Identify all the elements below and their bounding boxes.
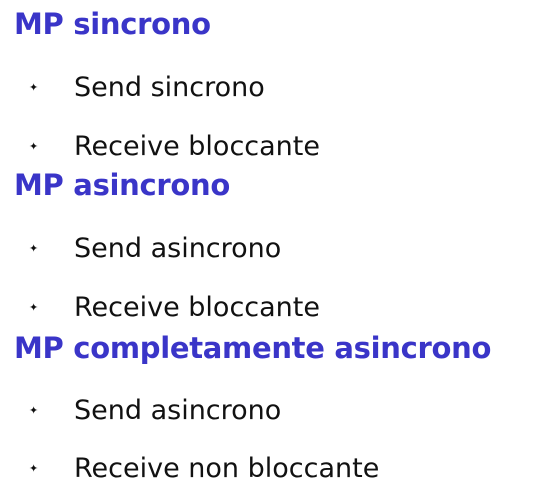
list-item-text: Send sincrono	[74, 71, 265, 103]
bullet-icon: ✦	[29, 80, 39, 94]
bullet-icon: ✦	[29, 461, 39, 475]
section-heading-asincrono: MP asincrono	[14, 168, 231, 202]
section-heading-completamente-asincrono: MP completamente asincrono	[14, 331, 492, 365]
section-heading-sincrono: MP sincrono	[14, 7, 211, 41]
list-item-text: Receive bloccante	[74, 291, 320, 323]
list-item-text: Send asincrono	[74, 394, 282, 426]
list-item-text: Receive bloccante	[74, 130, 320, 162]
list-item-text: Send asincrono	[74, 232, 282, 264]
bullet-icon: ✦	[29, 403, 39, 417]
list-item-text: Receive non bloccante	[74, 452, 380, 484]
bullet-icon: ✦	[29, 241, 39, 255]
bullet-icon: ✦	[29, 139, 39, 153]
bullet-icon: ✦	[29, 300, 39, 314]
